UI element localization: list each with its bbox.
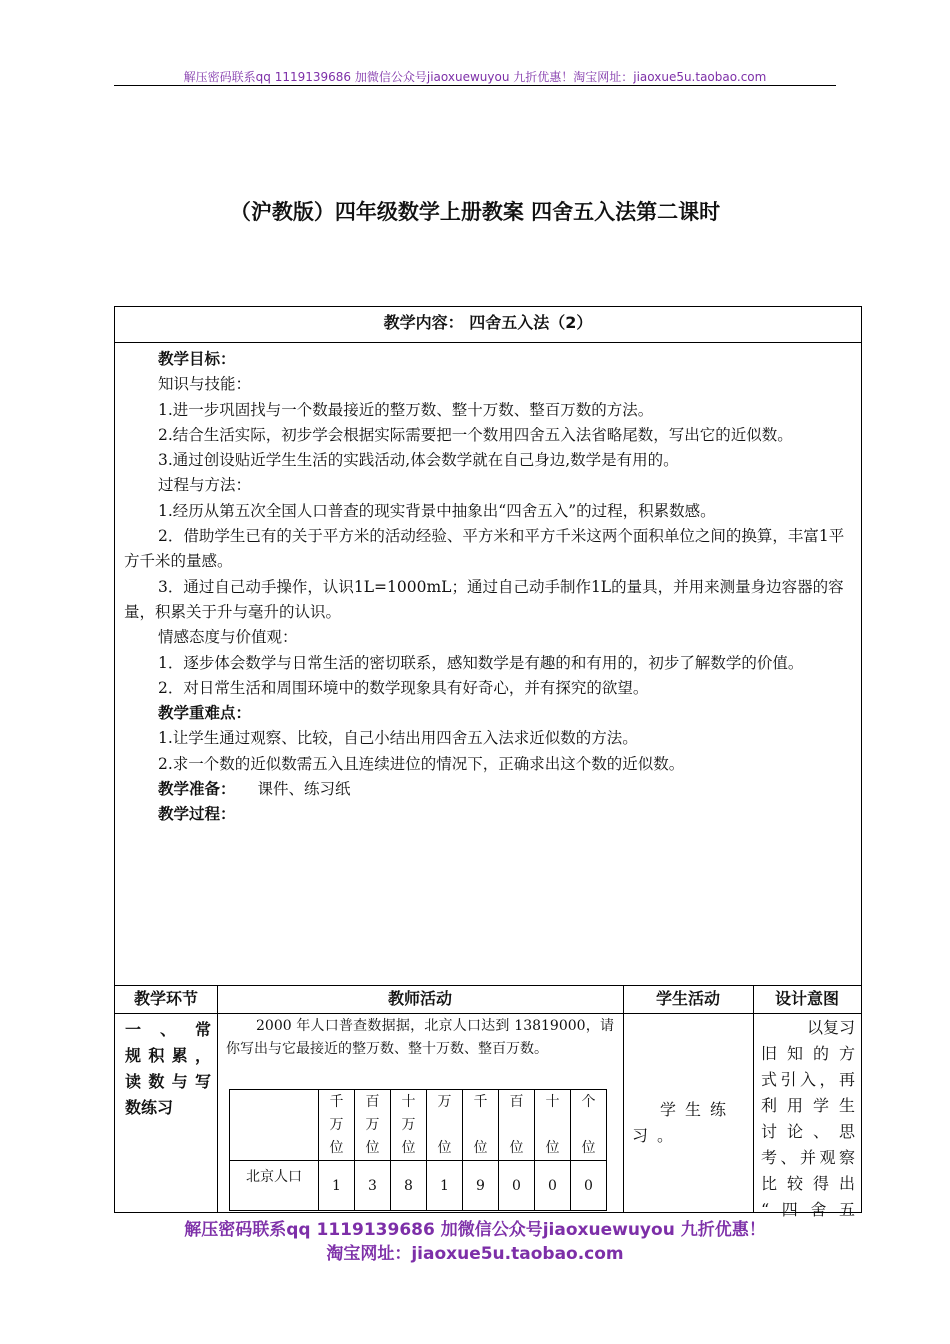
intent-line: 旧知的方 <box>761 1044 855 1063</box>
paragraph-text: 2．对日常生活和周围环境中的数学现象具有好奇心，并有探究的欲望。 <box>158 678 649 697</box>
intent-line: “四舍五 <box>761 1200 855 1219</box>
place-header-char: 位 <box>401 1139 416 1156</box>
section-heading <box>124 777 858 802</box>
place-header-char: 位 <box>437 1139 452 1156</box>
footer-line-1: 解压密码联系qq 1119139686 加微信公众号jiaoxuewuyou 九折优惠！ <box>184 1220 766 1240</box>
student-activity-cell: 学生练习。 <box>632 1100 736 1145</box>
place-header-char <box>571 1114 606 1137</box>
place-header-char: 百 <box>509 1093 524 1110</box>
body-paragraph <box>124 676 858 701</box>
place-header-char: 位 <box>509 1139 524 1156</box>
paragraph-text: 3.通过创设贴近学生生活的实践活动,体会数学就在自己身边,数学是有用的。 <box>158 451 679 470</box>
grid-col-line-3 <box>753 985 754 1212</box>
stage-cell <box>125 1017 211 1121</box>
row-label: 北京人口 <box>230 1161 319 1211</box>
intent-line: 比较得出 <box>761 1174 855 1193</box>
document-title: （沪教版）四年级数学上册教案 四舍五入法第二课时 <box>229 200 721 224</box>
intent-line: 讨论、思 <box>761 1122 855 1141</box>
stage-line: 一、常 <box>125 1020 211 1039</box>
body-paragraph <box>124 448 858 473</box>
body-paragraph <box>124 423 858 448</box>
grid-col-line-1 <box>217 985 218 1212</box>
section-heading <box>124 347 858 372</box>
place-value-header-row <box>230 1090 607 1161</box>
grid-header-line <box>115 1013 861 1014</box>
stage-line: 数练习 <box>125 1098 174 1117</box>
teacher-activity-text: 2000 年人口普查数据据，北京人口达到 13819000，请你写出与它最接近的整万数、整十万数、整百万数。 <box>226 1018 614 1057</box>
paragraph-text: 教学准备： <box>158 780 236 799</box>
body-paragraph <box>124 372 858 397</box>
footer-line-2: 淘宝网址：jiaoxue5u.taobao.com <box>326 1244 624 1264</box>
paragraph-text: 知识与技能： <box>158 375 252 394</box>
paragraph-text: 2.求一个数的近似数需五入且连续进位的情况下，正确求出这个数的近似数。 <box>158 754 685 773</box>
design-intent-cell <box>761 1015 855 1223</box>
place-header-char: 百 <box>365 1093 380 1110</box>
body-paragraph <box>124 473 858 498</box>
paragraph-text: 3．通过自己动手操作，认识1L=1000mL；通过自己动手制作1L的量具，并用来测量身边容器的容量，积累关于升与毫升的认识。 <box>124 577 844 621</box>
body-paragraph <box>124 398 858 423</box>
paragraph-text: 过程与方法： <box>158 476 252 495</box>
section-heading <box>124 701 858 726</box>
place-header-char: 位 <box>473 1139 488 1156</box>
digit-cell: 0 <box>571 1161 607 1211</box>
place-header-char: 万 <box>401 1116 416 1133</box>
col-header-stage: 教学环节 <box>133 989 198 1008</box>
body-paragraph <box>124 726 858 751</box>
place-header-char: 万 <box>437 1093 452 1110</box>
place-header <box>391 1090 427 1161</box>
body-paragraph <box>124 625 858 650</box>
paragraph-text: 1.让学生通过观察、比较，自己小结出用四舍五入法求近似数的方法。 <box>158 729 638 748</box>
digit-cell: 9 <box>463 1161 499 1211</box>
paragraph-text: 2.结合生活实际，初步学会根据实际需要把一个数用四舍五入法省略尾数，写出它的近似数。 <box>158 425 793 444</box>
col-header-intent: 设计意图 <box>774 989 839 1008</box>
body-paragraph <box>124 524 858 575</box>
header-rule <box>114 85 836 86</box>
digit-cell: 0 <box>499 1161 535 1211</box>
grid-col-line-2 <box>623 985 624 1212</box>
place-header-char: 万 <box>329 1116 344 1133</box>
paragraph-text: 2．借助学生已有的关于平方米的活动经验、平方米和平方千米这两个面积单位之间的换算，丰富1平方千米的量感。 <box>124 527 845 571</box>
place-header <box>319 1090 355 1161</box>
lesson-body <box>124 347 858 828</box>
lesson-table <box>114 306 862 1219</box>
place-header-char: 个 <box>581 1093 596 1110</box>
stage-line: 读数与写 <box>125 1072 211 1091</box>
place-header-char <box>499 1114 534 1137</box>
place-header-char: 万 <box>365 1116 380 1133</box>
digit-cell: 1 <box>319 1161 355 1211</box>
place-header <box>355 1090 391 1161</box>
intent-line: 式引入，再 <box>761 1070 855 1089</box>
place-header-char: 位 <box>581 1139 596 1156</box>
place-value-data-row <box>230 1161 607 1211</box>
place-value-table <box>229 1089 607 1211</box>
place-header <box>499 1090 535 1161</box>
content-title: 教学内容： 四舍五入法（2） <box>115 307 861 343</box>
place-header-char <box>427 1114 462 1137</box>
teacher-activity-cell <box>226 1015 614 1061</box>
body-paragraph <box>124 575 858 626</box>
intent-line: 考、并观察 <box>761 1148 855 1167</box>
footer-contact <box>0 1218 950 1266</box>
paragraph-text: 1．逐步体会数学与日常生活的密切联系，感知数学是有趣的和有用的，初步了解数学的价值。 <box>158 653 804 672</box>
paragraph-text: 情感态度与价值观： <box>158 628 298 647</box>
place-header-char <box>535 1114 570 1137</box>
body-paragraph <box>124 499 858 524</box>
place-header-char: 十 <box>545 1093 560 1110</box>
body-paragraph <box>124 651 858 676</box>
intent-line: 利用学生 <box>761 1096 855 1115</box>
place-header-char: 位 <box>329 1139 344 1156</box>
place-header-char: 十 <box>401 1093 416 1110</box>
digit-cell: 0 <box>535 1161 571 1211</box>
place-header-char <box>463 1114 498 1137</box>
section-heading <box>124 802 858 827</box>
col-header-student: 学生活动 <box>655 989 720 1008</box>
digit-cell: 8 <box>391 1161 427 1211</box>
paragraph-text: 教学过程： <box>158 805 236 824</box>
paragraph-text: 1.进一步巩固找与一个数最接近的整万数、整十万数、整百万数的方法。 <box>158 400 654 419</box>
col-header-teacher: 教师活动 <box>387 989 452 1008</box>
paragraph-text: 1.经历从第五次全国人口普查的现实背景中抽象出“四舍五入”的过程，积累数感。 <box>158 501 716 520</box>
digit-cell: 3 <box>355 1161 391 1211</box>
place-header-char: 位 <box>365 1139 380 1156</box>
place-value-corner <box>230 1090 319 1161</box>
place-header <box>427 1090 463 1161</box>
place-header-char: 千 <box>473 1093 488 1110</box>
place-header <box>463 1090 499 1161</box>
digit-cell: 1 <box>427 1161 463 1211</box>
place-header-char: 位 <box>545 1139 560 1156</box>
body-paragraph <box>124 752 858 777</box>
paragraph-extra: 课件、练习纸 <box>257 780 351 799</box>
stage-line: 规积累， <box>125 1046 211 1065</box>
paragraph-text: 教学重难点： <box>158 704 252 723</box>
intent-line: 以复习 <box>806 1018 855 1037</box>
header-contact-text: 解压密码联系qq 1119139686 加微信公众号jiaoxuewuyou 九折优惠！淘宝网址：jiaoxue5u.taobao.com <box>183 70 767 84</box>
place-header-char: 千 <box>329 1093 344 1110</box>
place-header <box>535 1090 571 1161</box>
paragraph-text: 教学目标： <box>158 350 236 368</box>
place-header <box>571 1090 607 1161</box>
